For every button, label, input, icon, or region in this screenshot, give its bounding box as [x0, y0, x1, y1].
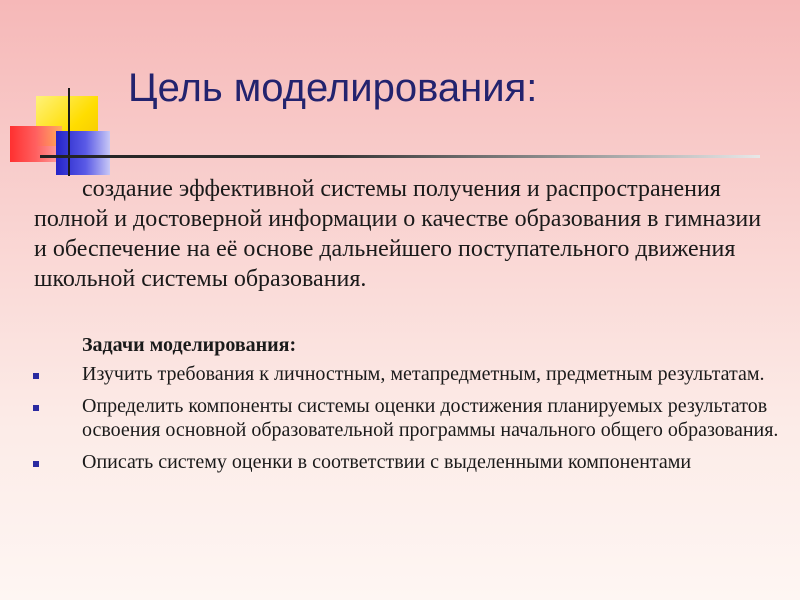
logo-blue-square: [56, 131, 110, 175]
task-item: [0, 394, 780, 442]
task-text: Описать систему оценки в соответствии с выделенными компонентами: [82, 451, 692, 473]
task-item: [0, 450, 780, 474]
title-underline: [40, 155, 760, 158]
square-bullet-icon: [33, 373, 39, 379]
square-bullet-icon: [33, 461, 39, 467]
slide-title: Цель моделирования:: [128, 66, 538, 110]
tasks-list: [0, 362, 780, 482]
logo-vertical-line: [68, 88, 70, 176]
goal-text: создание эффективной системы получения и распространения полной и достоверной информации о качестве образования в гимназии и обеспечение на её основе дальнейшего поступательного движения школьной системы образования.: [34, 176, 762, 292]
tasks-heading: Задачи моделирования:: [82, 334, 297, 356]
square-bullet-icon: [33, 405, 39, 411]
task-text: Изучить требования к личностным, метапредметным, предметным результатам.: [82, 363, 765, 385]
task-item: [0, 362, 780, 386]
task-text: Определить компоненты системы оценки достижения планируемых результатов освоения основной образовательной программы начального общего образования.: [82, 395, 779, 441]
